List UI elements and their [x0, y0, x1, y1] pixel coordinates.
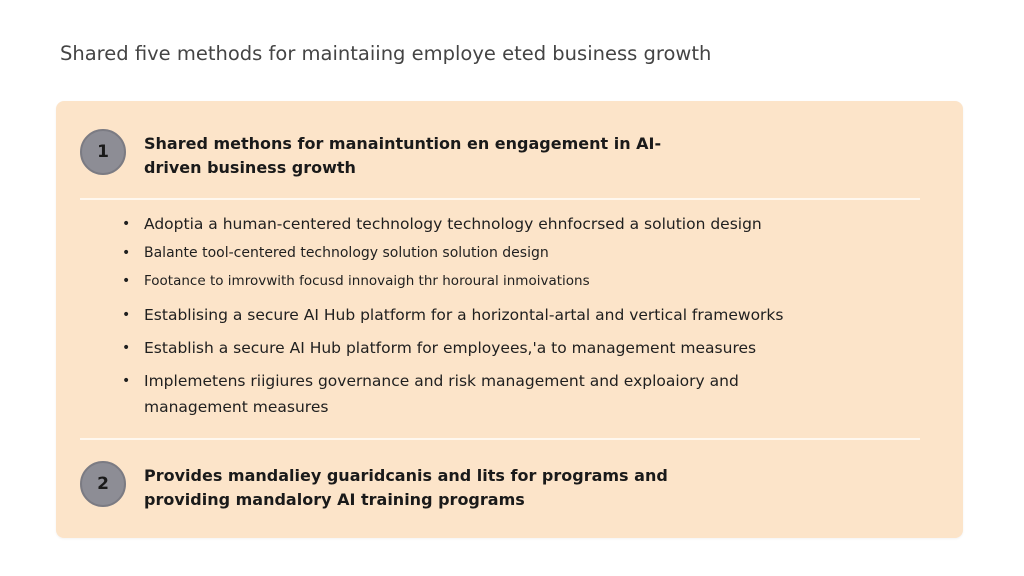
section-2-header [80, 461, 704, 512]
page-title: Shared five methods for maintaiing employe eted business growth [60, 42, 712, 65]
section-1-header [80, 129, 704, 180]
bullet-item [122, 271, 842, 291]
bullet-dot-icon: • [122, 307, 131, 323]
bullet-item [122, 213, 842, 235]
section-number-badge: 2 [80, 461, 126, 507]
bullet-text: Adoptia a human-centered technology technology ehnfocrsed a solution design [144, 215, 762, 233]
bullet-text: Establising a secure AI Hub platform for a horizontal-artal and vertical frameworks [144, 306, 784, 324]
bullet-dot-icon: • [122, 373, 131, 389]
section-number-badge: 1 [80, 129, 126, 175]
bullet-list [122, 213, 842, 420]
bullet-dot-icon: • [122, 273, 131, 289]
divider [80, 198, 920, 200]
bullet-text: Implemetens riigiures governance and risk management and exploaiory and management measures [144, 372, 739, 416]
bullet-item [122, 337, 842, 359]
divider [80, 438, 920, 440]
section-2-title: Provides mandaliey guaridcanis and lits for programs and providing mandalory AI training programs [144, 466, 668, 509]
bullet-text: Footance to imrovwith focusd innovaigh thr horoural inmoivations [144, 273, 590, 289]
bullet-dot-icon: • [122, 340, 131, 356]
bullet-text: Establish a secure AI Hub platform for employees,'a to management measures [144, 339, 757, 357]
section-1-title: Shared methons for manaintuntion en engagement in AI-driven business growth [144, 134, 662, 177]
bullet-dot-icon: • [122, 245, 131, 261]
bullet-dot-icon: • [122, 216, 131, 232]
bullet-item [122, 368, 842, 420]
bullet-item [122, 243, 842, 263]
content-card [56, 101, 963, 538]
bullet-item [122, 304, 842, 326]
bullet-text: Balante tool-centered technology solution solution design [144, 245, 549, 261]
